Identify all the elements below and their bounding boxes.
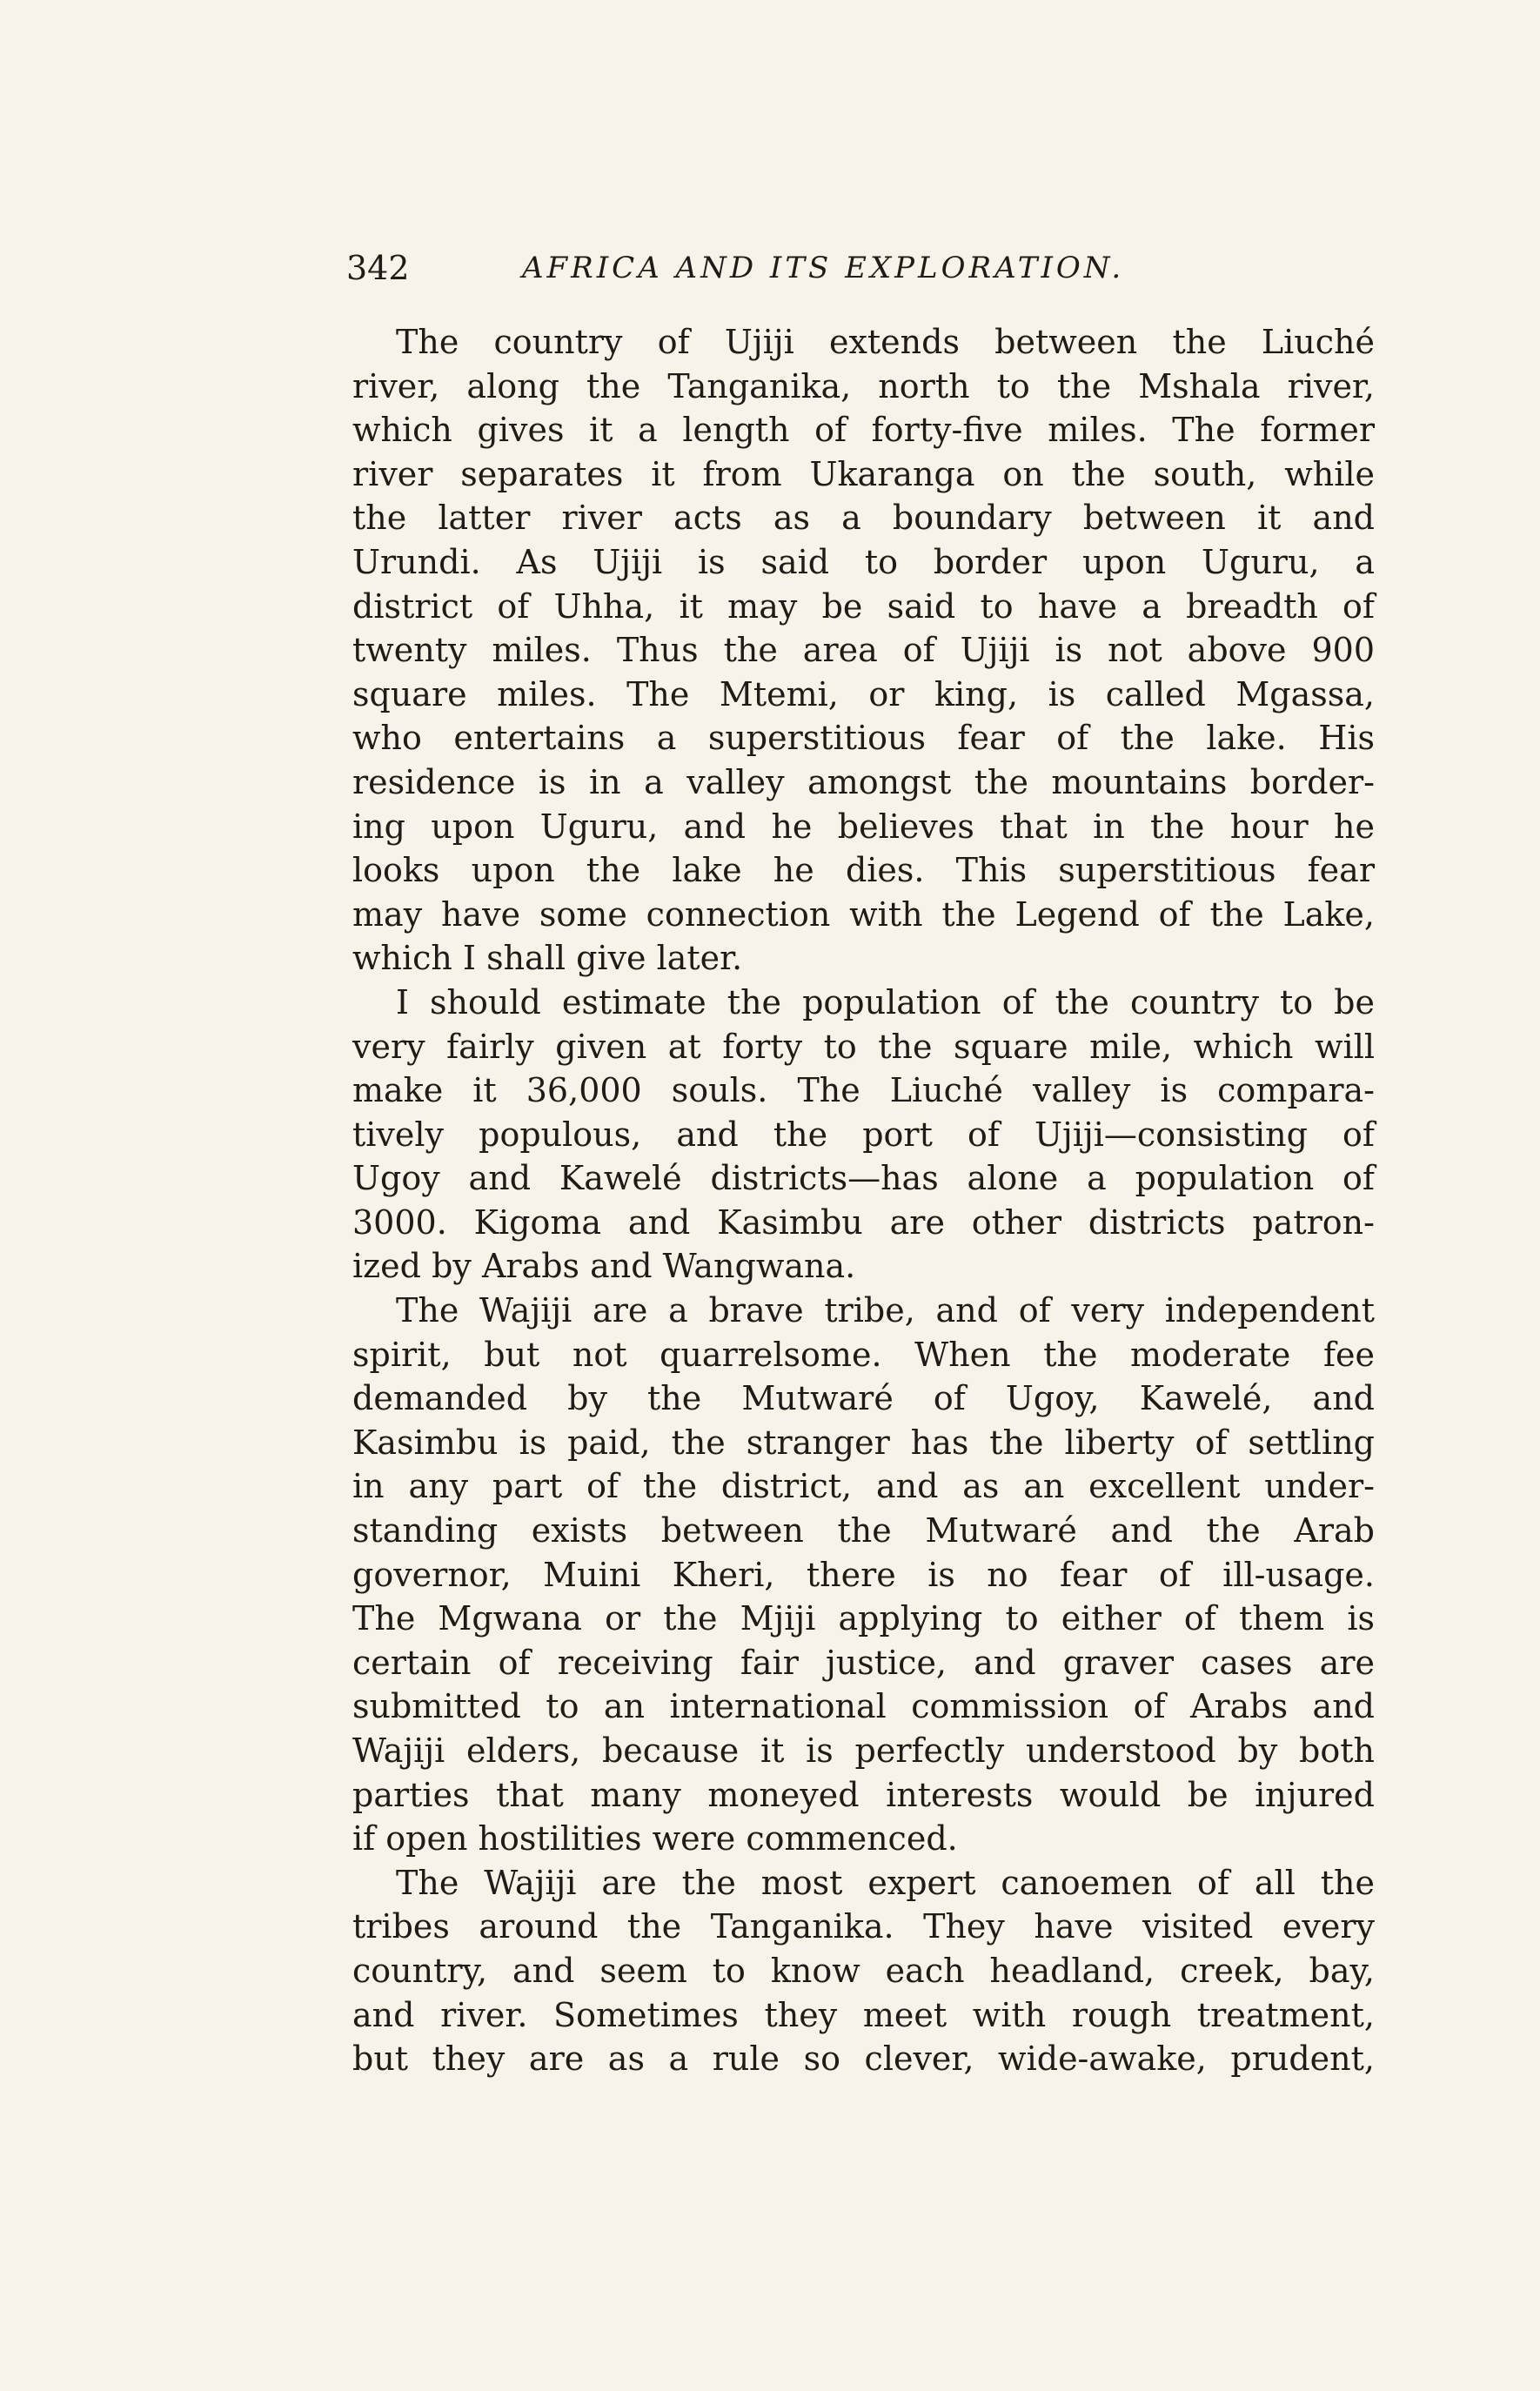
paragraph [352, 1861, 1375, 2081]
text-line: 3000. Kigoma and Kasimbu are other districts patron- [352, 1202, 1375, 1242]
text-line: if open hostilities were commenced. [352, 1819, 958, 1859]
text-line: ing upon Uguru, and he believes that in the hour he [352, 807, 1375, 846]
text-line: tively populous, and the port of Ujiji—consisting of [352, 1115, 1375, 1154]
text-line: The country of Ujiji extends between the Liuché [396, 323, 1375, 361]
page-header [346, 246, 1373, 298]
text-line: very fairly given at forty to the square mile, which will [352, 1027, 1375, 1066]
text-line: standing exists between the Mutwaré and the Arab [352, 1511, 1375, 1550]
paragraph [352, 320, 1375, 981]
text-line: river separates it from Ukaranga on the south, while [352, 454, 1375, 493]
body-text [352, 320, 1375, 2081]
text-line: country, and seem to know each headland, creek, bay, [352, 1951, 1375, 1990]
text-line: demanded by the Mutwaré of Ugoy, Kawelé, and [352, 1379, 1375, 1418]
running-head: AFRICA AND ITS EXPLORATION. [522, 251, 1125, 285]
text-line: governor, Muini Kheri, there is no fear of ill-usage. [352, 1555, 1375, 1594]
text-line: submitted to an international commission of Arabs and [352, 1687, 1375, 1726]
paragraph [352, 981, 1375, 1289]
text-line: twenty miles. Thus the area of Ujiji is not above 900 [352, 631, 1375, 670]
text-line: Ugoy and Kawelé districts—has alone a population of [352, 1159, 1375, 1198]
page-number: 342 [346, 249, 410, 287]
text-line: The Mgwana or the Mjiji applying to either of them is [352, 1599, 1375, 1638]
text-line: Urundi. As Ujiji is said to border upon Uguru, a [352, 542, 1375, 581]
text-line: Wajiji elders, because it is perfectly understood by both [352, 1731, 1375, 1770]
text-line: but they are as a rule so clever, wide-awake, prudent, [352, 2039, 1375, 2079]
text-line: which I shall give later. [352, 939, 743, 978]
text-line: district of Uhha, it may be said to have a breadth of [352, 586, 1375, 626]
paragraph [352, 1289, 1375, 1861]
text-line: river, along the Tanganika, north to the Mshala river, [352, 366, 1375, 405]
text-line: parties that many moneyed interests would be injured [352, 1775, 1375, 1814]
text-line: spirit, but not quarrelsome. When the moderate fee [352, 1335, 1375, 1374]
text-line: make it 36,000 souls. The Liuché valley is compara- [352, 1071, 1375, 1110]
text-line: Kasimbu is paid, the stranger has the liberty of settling [352, 1423, 1375, 1462]
text-line: certain of receiving fair justice, and graver cases are [352, 1643, 1375, 1682]
text-line: looks upon the lake he dies. This superstitious fear [352, 851, 1375, 890]
text-line: residence is in a valley amongst the mountains border- [352, 762, 1375, 801]
text-line: which gives it a length of forty-five miles. The former [352, 411, 1375, 450]
text-line: The Wajiji are a brave tribe, and of very independent [396, 1291, 1375, 1330]
text-line: who entertains a superstitious fear of the lake. His [352, 719, 1375, 758]
text-line: the latter river acts as a boundary between it and [352, 499, 1375, 538]
text-line: in any part of the district, and as an excellent under- [352, 1467, 1375, 1506]
text-line: I should estimate the population of the country to be [396, 982, 1375, 1021]
text-line: The Wajiji are the most expert canoemen of all the [396, 1863, 1375, 1902]
text-line: square miles. The Mtemi, or king, is called Mgassa, [352, 674, 1375, 713]
text-line: tribes around the Tanganika. They have visited every [352, 1907, 1375, 1946]
text-line: ized by Arabs and Wangwana. [352, 1247, 856, 1286]
text-line: may have some connection with the Legend of the Lake, [352, 894, 1375, 934]
text-line: and river. Sometimes they meet with rough treatment, [352, 1995, 1375, 2034]
